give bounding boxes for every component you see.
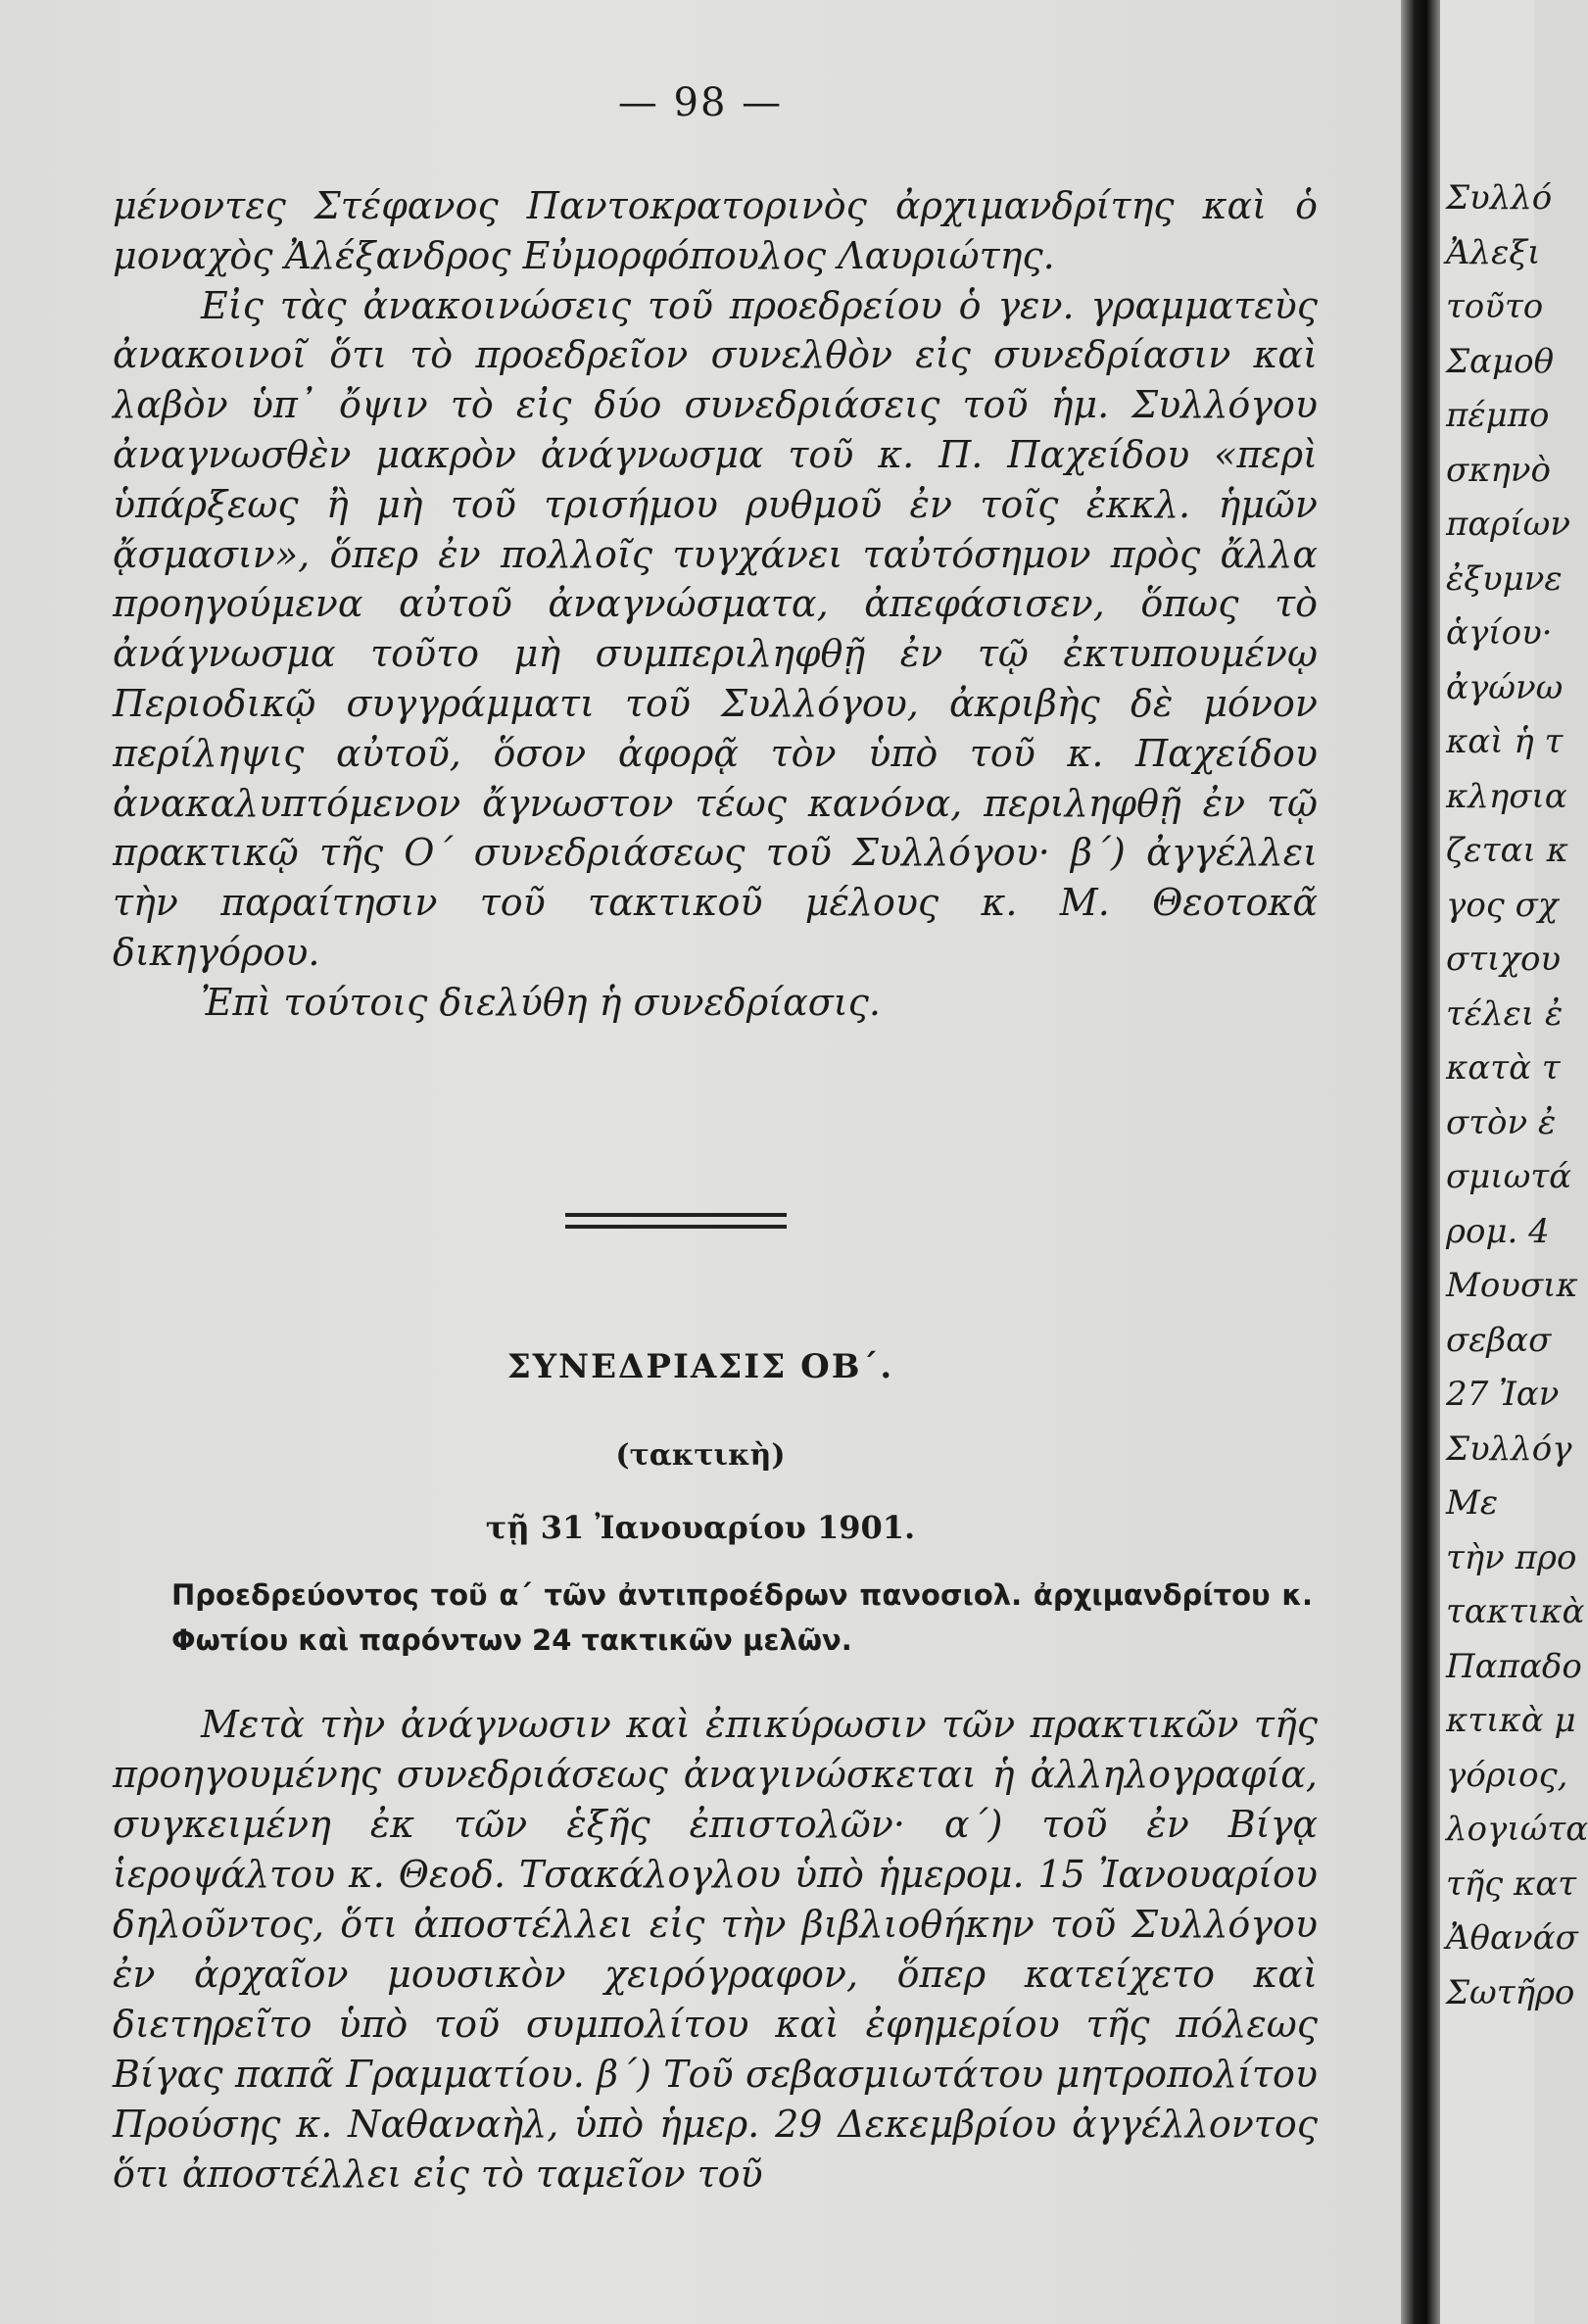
facing-line: Ἀλεξι bbox=[1446, 232, 1541, 272]
session-date: τῇ 31 Ἰανουαρίου 1901. bbox=[485, 1509, 916, 1546]
facing-line: ἀγώνω bbox=[1446, 667, 1564, 707]
facing-line: λογιώτα bbox=[1446, 1810, 1588, 1849]
session-type: (τακτικὴ) bbox=[615, 1438, 786, 1473]
facing-line: ζεται κ bbox=[1446, 831, 1568, 870]
facing-line: σκηνὸ bbox=[1446, 450, 1552, 490]
facing-line: τὴν προ bbox=[1446, 1537, 1577, 1577]
facing-line: πέμπο bbox=[1446, 396, 1550, 435]
facing-line: Σαμοθ bbox=[1446, 341, 1555, 381]
session-title: ΣΥΝΕΔΡΙΑΣΙΣ ΟΒ´. bbox=[506, 1347, 894, 1386]
facing-line: ἐξυμνε bbox=[1446, 558, 1563, 599]
facing-line: στιχου bbox=[1446, 940, 1562, 979]
chair-attendance-note: Προεδρεύοντος τοῦ α´ τῶν ἀντιπροέδρων πανοσιολ. ἀρχιμανδρίτου κ. Φωτίου καὶ παρόντων 24 τακτικῶν μελῶν. bbox=[171, 1578, 1313, 1657]
facing-line: στὸν ἐ bbox=[1446, 1102, 1557, 1142]
facing-line: Συλλόγ bbox=[1446, 1428, 1572, 1469]
paragraph-correspondence: Μετὰ τὴν ἀνάγνωσιν καὶ ἐπικύρωσιν τῶν πρακτικῶν τῆς προηγουμένης συνεδριάσεως ἀναγινώσκεται ἡ ἀλληλογραφία, συγκειμένη ἐκ τῶν ἑξῆς ἐπιστολῶν· α´) τοῦ ἐν Βίγᾳ ἱεροψάλτου κ. Θεοδ. Τσακάλογλου ὑπὸ ἡμερομ. 15 Ἰανουαρίου δηλοῦντος, ὅτι ἀποστέλλει εἰς τὴν βιβλιοθήκην τοῦ Συλλόγου ἐν ἀρχαῖον μουσικὸν χειρόγραφον, ὅπερ κατείχετο καὶ διετηρεῖτο ὑπὸ τοῦ συμπολίτου καὶ ἐφημερίου τῆς πόλεως Βίγας παπᾶ Γραμματίου. β´) Τοῦ σεβασμιωτάτου μητροπολίτου Προύσης κ. Ναθαναὴλ, ὑπὸ ἡμερ. 29 Δεκεμβρίου ἀγγέλλοντος ὅτι ἀποστέλλει εἰς τὸ ταμεῖον τοῦ bbox=[113, 1703, 1318, 2196]
facing-line: τοῦτο bbox=[1446, 287, 1544, 326]
facing-line: Με bbox=[1446, 1483, 1499, 1523]
correspondence-block bbox=[113, 1700, 1318, 2200]
facing-line: κατὰ τ bbox=[1446, 1048, 1561, 1088]
book-gutter bbox=[1401, 0, 1440, 2324]
facing-line: Σωτῆρο bbox=[1446, 1972, 1575, 2012]
facing-line: παρίων bbox=[1446, 505, 1571, 544]
facing-line: τέλει ἐ bbox=[1446, 993, 1564, 1034]
paragraph-closing: Ἐπὶ τούτοις διελύθη ἡ συνεδρίασις. bbox=[201, 980, 881, 1024]
facing-line: γος σχ bbox=[1446, 885, 1559, 925]
facing-line: ρομ. 4 bbox=[1446, 1211, 1550, 1251]
minutes-text-block bbox=[113, 181, 1318, 1028]
facing-line: ἁγίου· bbox=[1446, 613, 1553, 653]
facing-line: Μουσικ bbox=[1446, 1266, 1578, 1305]
facing-line: τῆς κατ bbox=[1446, 1864, 1577, 1904]
paragraph-continuation: μένοντες Στέφανος Παντοκρατορινὸς ἀρχιμανδρίτης καὶ ὁ μοναχὸς Ἀλέξανδρος Εὐμορφόπουλος Λαυριώτης. bbox=[113, 184, 1318, 277]
facing-line: σμιωτά bbox=[1446, 1157, 1572, 1196]
facing-line: κλησια bbox=[1446, 776, 1567, 816]
facing-line: Συλλό bbox=[1446, 178, 1553, 218]
page-number: — 98 — bbox=[617, 80, 784, 125]
section-divider-bottom bbox=[565, 1225, 787, 1229]
facing-line: Ἀθανάσ bbox=[1446, 1918, 1578, 1958]
facing-line: γόριος, bbox=[1446, 1755, 1568, 1795]
facing-line: Παπαδο bbox=[1446, 1646, 1582, 1686]
section-divider-top bbox=[565, 1213, 787, 1217]
facing-line: τακτικὰ bbox=[1446, 1592, 1585, 1631]
facing-line: 27 Ἰαν bbox=[1446, 1375, 1560, 1414]
paragraph-announcements: Εἰς τὰς ἀνακοινώσεις τοῦ προεδρείου ὁ γεν. γραμματεὺς ἀνακοινοῖ ὅτι τὸ προεδρεῖον συνελθὸν εἰς συνεδρίασιν καὶ λαβὸν ὑπ᾽ ὄψιν τὸ εἰς δύο συνεδριάσεις τοῦ ἡμ. Συλλόγου ἀναγνωσθὲν μακρὸν ἀνάγνωσμα τοῦ κ. Π. Παχείδου «περὶ ὑπάρξεως ἢ μὴ τοῦ τρισήμου ρυθμοῦ ἐν τοῖς ἐκκλ. ἡμῶν ᾄσμασιν», ὅπερ ἐν πολλοῖς τυγχάνει ταὐτόσημον πρὸς ἄλλα προηγούμενα αὐτοῦ ἀναγνώσματα, ἀπεφάσισεν, ὅπως τὸ ἀνάγνωσμα τοῦτο μὴ συμπεριληφθῇ ἐν τῷ ἐκτυπουμένῳ Περιοδικῷ συγγράμματι τοῦ Συλλόγου, ἀκριβὴς δὲ μόνον περίληψις αὐτοῦ, ὅσον ἀφορᾷ τὸν ὑπὸ τοῦ κ. Παχείδου ἀνακαλυπτόμενον ἄγνωστον τέως κανόνα, περιληφθῇ ἐν τῷ πρακτικῷ τῆς Ο´ συνεδριάσεως τοῦ Συλλόγου· β´) ἀγγέλλει τὴν παραίτησιν τοῦ τακτικοῦ μέλους κ. Μ. Θεοτοκᾶ δικηγόρου. bbox=[113, 283, 1318, 974]
facing-line: σεβασ bbox=[1446, 1320, 1552, 1360]
facing-line: καὶ ἡ τ bbox=[1446, 722, 1564, 761]
facing-line: κτικὰ μ bbox=[1446, 1701, 1576, 1740]
facing-page-lines bbox=[1446, 171, 1588, 2020]
facing-page-edge bbox=[1440, 0, 1588, 2324]
